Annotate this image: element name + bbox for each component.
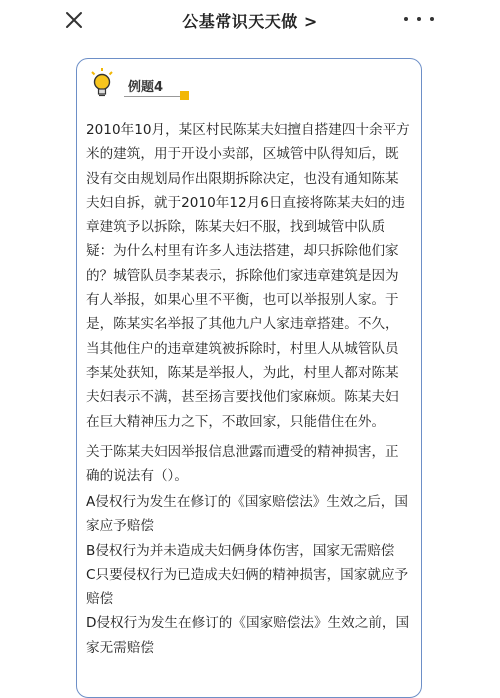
option-d-line[interactable]: 家无需赔偿 xyxy=(86,639,154,656)
option-a-line[interactable]: 家应予赔偿 xyxy=(86,518,154,535)
body-line: 李某处获知，陈某是举报人，为此，村里人都对陈某 xyxy=(86,364,399,381)
body-line: 章建筑予以拆除，陈某夫妇不服，找到城管中队质 xyxy=(86,219,386,236)
example-header xyxy=(90,66,200,102)
body-line: 的？城管队员李某表示，拆除他们家违章建筑是因为 xyxy=(86,267,399,284)
question-prompt xyxy=(86,440,416,489)
question-line: 关于陈某夫妇因举报信息泄露而遭受的精神损害，正 xyxy=(86,444,399,460)
body-line: 米的建筑，用于开设小卖部，区城管中队得知后，既 xyxy=(86,146,399,163)
body-line: 没有交由规划局作出限期拆除决定，也没有通知陈某 xyxy=(86,170,399,187)
answer-options xyxy=(86,490,416,660)
question-line: 确的说法有（）。 xyxy=(86,468,188,485)
lightbulb-icon xyxy=(90,68,114,98)
body-line: 疑：为什么村里有许多人违法搭建，却只拆除他们家 xyxy=(86,243,399,260)
page-title[interactable]: 公基常识天天做 > xyxy=(182,11,318,31)
body-line: 有人举报，如果心里不平衡，也可以举报别人家。于 xyxy=(86,292,399,309)
body-line: 在巨大精神压力之下，不敢回家，只能借住在外。 xyxy=(86,413,386,430)
body-line: 是，陈某实名举报了其他九户人家违章搭建。不久， xyxy=(86,316,399,333)
body-line: 夫妇自拆，就于2010年12月6日直接将陈某夫妇的违 xyxy=(86,194,405,211)
option-c-line[interactable]: 赔偿 xyxy=(86,591,114,608)
example-label: 例题4 xyxy=(128,80,164,95)
more-icon[interactable] xyxy=(404,12,434,26)
option-d-line[interactable]: D侵权行为发生在修订的《国家赔偿法》生效之前，国 xyxy=(86,615,410,632)
option-c-line[interactable]: C只要侵权行为已造成夫妇俩的精神损害，国家就应予 xyxy=(86,566,409,583)
question-body xyxy=(86,118,416,434)
option-b-line[interactable]: B侵权行为并未造成夫妇俩身体伤害，国家无需赔偿 xyxy=(86,542,395,559)
accent-square xyxy=(180,91,189,100)
top-bar xyxy=(0,0,500,40)
body-line: 2010年10月，某区村民陈某夫妇擅自搭建四十余平方 xyxy=(86,122,410,138)
body-line: 当其他住户的违章建筑被拆除时，村里人从城管队员 xyxy=(86,340,399,357)
example-underline xyxy=(124,96,184,97)
option-a-line[interactable]: A侵权行为发生在修订的《国家赔偿法》生效之后，国 xyxy=(86,494,408,510)
body-line: 夫妇表示不满，甚至扬言要找他们家麻烦。陈某夫妇 xyxy=(86,389,399,406)
close-icon[interactable] xyxy=(62,8,86,32)
